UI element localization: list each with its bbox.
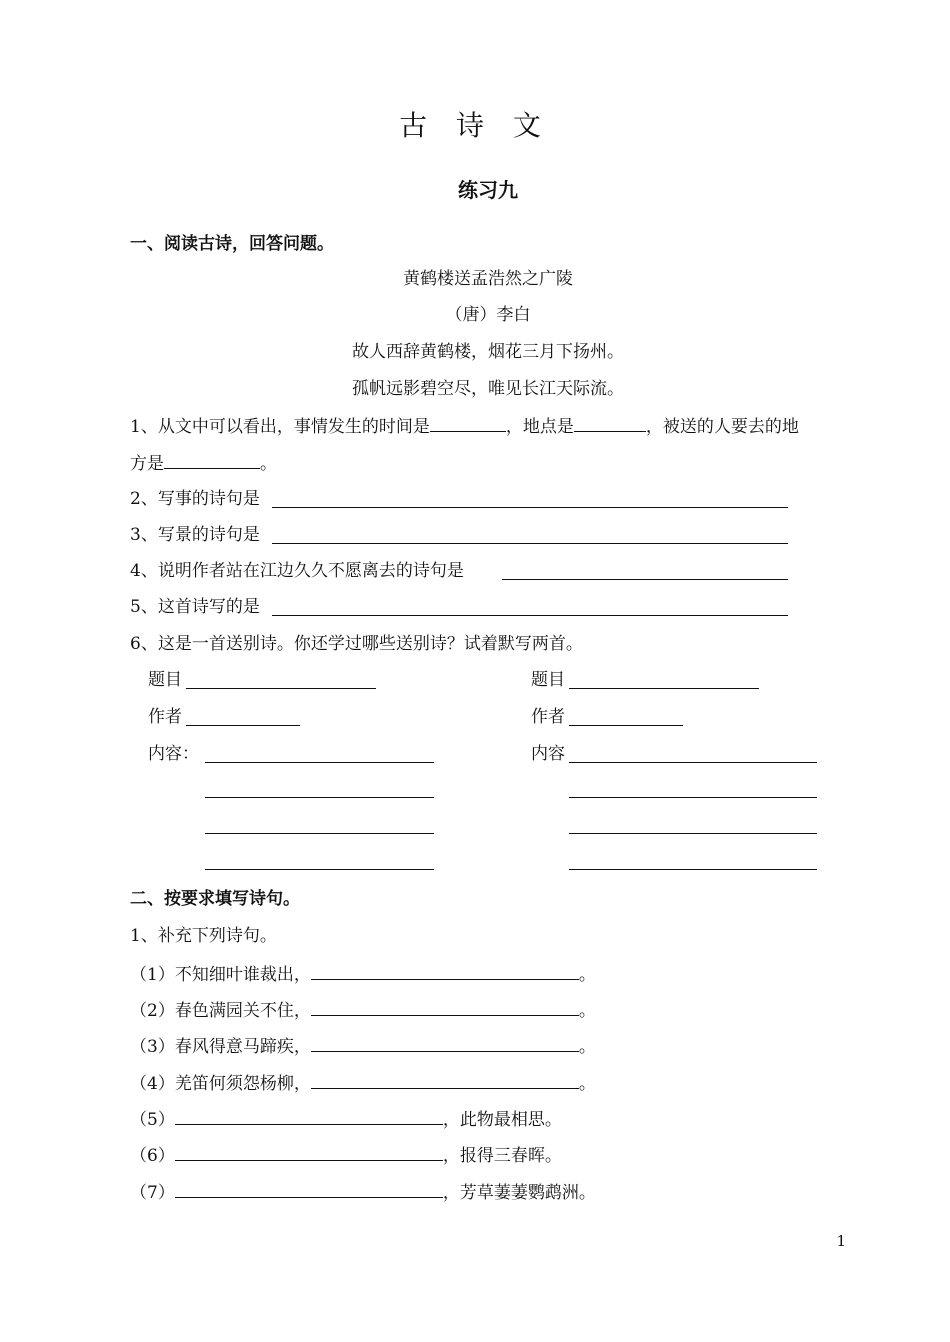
question-4: 4、说明作者站在江边久久不愿离去的诗句是 (130, 561, 464, 581)
left-content-line[interactable] (205, 762, 434, 763)
left-content-line[interactable] (205, 833, 434, 834)
answer-line-q4[interactable] (502, 579, 788, 580)
fill-item-7 (130, 1179, 596, 1205)
answer-line-q5[interactable] (272, 615, 788, 616)
left-poem-author-line[interactable] (186, 725, 300, 726)
right-poem-content-label: 内容 (531, 744, 565, 764)
fill-item-1 (130, 961, 596, 987)
fill-item-suffix: ，芳草萋萋鹦鹉洲。 (442, 1183, 596, 1203)
fill-item-2 (130, 997, 596, 1023)
fill-blank[interactable] (311, 1033, 579, 1052)
right-poem-author-line[interactable] (569, 725, 683, 726)
section-2-heading: 二、按要求填写诗句。 (130, 889, 300, 909)
left-content-line[interactable] (205, 797, 434, 798)
question-1-text-a: 1、从文中可以看出，事情发生的时间是 (130, 417, 430, 437)
fill-item-suffix: ，此物最相思。 (442, 1110, 562, 1130)
answer-line-q2[interactable] (272, 507, 788, 508)
fill-item-prefix: （5） (130, 1110, 175, 1130)
question-1 (130, 413, 799, 439)
fill-item-prefix: （7） (130, 1183, 175, 1203)
question-2: 2、写事的诗句是 (130, 489, 260, 509)
question-5: 5、这首诗写的是 (130, 597, 260, 617)
left-content-line[interactable] (205, 869, 434, 870)
fill-item-4 (130, 1070, 596, 1096)
fill-item-prefix: （4）羌笛何须怨杨柳， (130, 1074, 311, 1094)
fill-blank[interactable] (175, 1179, 443, 1198)
fill-item-suffix: ，报得三春晖。 (442, 1146, 562, 1166)
fill-item-5 (130, 1106, 562, 1132)
right-poem-title-line[interactable] (569, 688, 759, 689)
fill-blank[interactable] (311, 997, 579, 1016)
fill-blank[interactable] (311, 1070, 579, 1089)
poem-author: （唐）李白 (445, 305, 531, 325)
left-poem-content-label: 内容： (148, 744, 199, 764)
right-content-line[interactable] (569, 833, 817, 834)
answer-blank-place[interactable] (574, 413, 646, 432)
poem-line-2: 孤帆远影碧空尽，唯见长江天际流。 (352, 379, 624, 399)
question-6: 6、这是一首送别诗。你还学过哪些送别诗？试着默写两首。 (130, 634, 583, 654)
answer-blank-time[interactable] (430, 413, 506, 432)
page-number: 1 (836, 1232, 846, 1250)
poem-line-1: 故人西辞黄鹤楼，烟花三月下扬州。 (352, 342, 624, 362)
question-1-text-d: 方是 (130, 454, 164, 474)
question-1-text-b: ，地点是 (505, 417, 574, 437)
section-2-question-1: 1、补充下列诗句。 (130, 926, 277, 946)
left-poem-title-line[interactable] (186, 688, 376, 689)
fill-item-suffix: 。 (578, 965, 596, 985)
question-1-text-e: 。 (260, 454, 277, 474)
right-content-line[interactable] (569, 762, 817, 763)
left-poem-title-label: 题目 (148, 670, 182, 690)
fill-item-prefix: （6） (130, 1146, 175, 1166)
fill-item-suffix: 。 (578, 1074, 596, 1094)
right-poem-title-label: 题目 (531, 670, 565, 690)
fill-blank[interactable] (311, 961, 579, 980)
fill-item-prefix: （2）春色满园关不住， (130, 1001, 311, 1021)
poem-title: 黄鹤楼送孟浩然之广陵 (403, 269, 573, 289)
fill-item-prefix: （3）春风得意马蹄疾， (130, 1037, 311, 1057)
question-1-text-c: ，被送的人要去的地 (645, 417, 799, 437)
fill-item-prefix: （1）不知细叶谁裁出， (130, 965, 311, 985)
exercise-title: 练习九 (458, 178, 518, 202)
fill-item-suffix: 。 (578, 1037, 596, 1057)
right-content-line[interactable] (569, 869, 817, 870)
fill-blank[interactable] (175, 1106, 443, 1125)
fill-item-6 (130, 1142, 562, 1168)
right-poem-author-label: 作者 (531, 707, 565, 727)
page-title: 古 诗 文 (399, 109, 551, 142)
answer-blank-destination[interactable] (164, 450, 260, 469)
section-1-heading: 一、阅读古诗，回答问题。 (130, 234, 334, 254)
fill-item-suffix: 。 (578, 1001, 596, 1021)
left-poem-author-label: 作者 (148, 707, 182, 727)
fill-item-3 (130, 1033, 596, 1059)
question-3: 3、写景的诗句是 (130, 525, 260, 545)
right-content-line[interactable] (569, 797, 817, 798)
answer-line-q3[interactable] (272, 543, 788, 544)
fill-blank[interactable] (175, 1142, 443, 1161)
question-1-continued (130, 450, 277, 476)
